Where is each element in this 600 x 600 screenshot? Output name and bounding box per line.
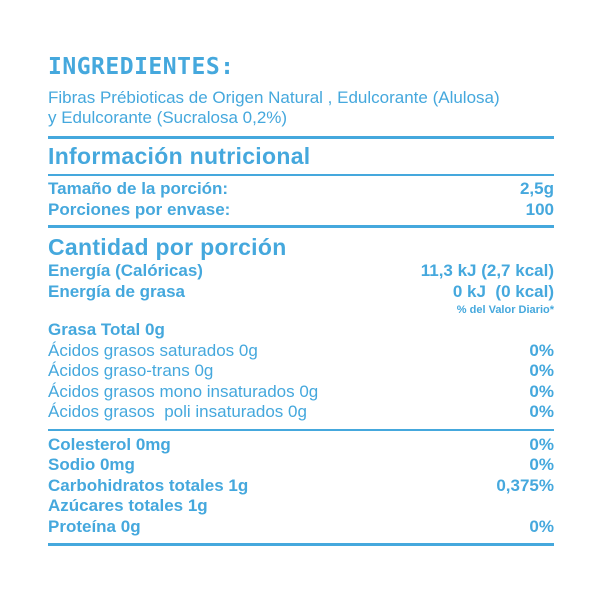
servings-per-container-value: 100: [525, 199, 554, 219]
sodium-row: [48, 455, 554, 476]
daily-value-note: % del Valor Diario*: [456, 304, 554, 316]
serving-size-label: Tamaño de la porción:: [48, 179, 229, 198]
ingredients-text: [48, 88, 554, 128]
cholesterol-label: Colesterol 0mg: [48, 434, 171, 454]
poly-fat-label: Ácidos grasos poli insaturados 0g: [48, 402, 307, 421]
nutrition-label-panel: [48, 52, 554, 546]
ingredients-title: INGREDIENTES:: [48, 54, 235, 80]
servings-per-container-row: [48, 200, 554, 221]
sodium-label: Sodio 0mg: [48, 455, 135, 474]
serving-size-row: [48, 179, 554, 200]
divider: [48, 429, 554, 431]
trans-fat-value: 0%: [529, 361, 554, 380]
trans-fat-label: Ácidos graso-trans 0g: [48, 361, 214, 380]
divider: [48, 136, 554, 139]
amount-per-serving-title: Cantidad por porción: [48, 234, 287, 260]
divider: [48, 543, 554, 546]
divider: [48, 174, 554, 176]
saturated-fat-label: Ácidos grasos saturados 0g: [48, 340, 258, 360]
cholesterol-value: 0%: [529, 434, 554, 454]
cholesterol-row: [48, 435, 554, 456]
fat-energy-row: [48, 282, 554, 303]
serving-size-value: 2,5g: [519, 179, 554, 198]
trans-fat-row: [48, 361, 554, 382]
energy-value: 11,3 kJ (2,7 kcal): [420, 261, 554, 280]
nutrition-title: Información nutricional: [48, 143, 311, 169]
protein-row: [48, 517, 554, 538]
fat-energy-value: 0 kJ (0 kcal): [452, 281, 554, 301]
ingredients-line-2: y Edulcorante (Sucralosa 0,2%): [48, 108, 288, 127]
serving-info: [48, 179, 554, 220]
protein-label: Proteína 0g: [48, 516, 141, 536]
other-nutrients: [48, 435, 554, 538]
total-fat-label: Grasa Total 0g: [48, 320, 165, 339]
saturated-fat-row: [48, 341, 554, 362]
saturated-fat-value: 0%: [529, 340, 554, 360]
energy-row: [48, 261, 554, 282]
mono-fat-label: Ácidos grasos mono insaturados 0g: [48, 381, 319, 401]
mono-fat-row: [48, 382, 554, 403]
servings-per-container-label: Porciones por envase:: [48, 199, 231, 219]
total-fat-row: [48, 320, 554, 341]
carbohydrates-value: 0,375%: [496, 475, 554, 495]
carbohydrates-row: [48, 476, 554, 497]
carbohydrates-label: Carbohidratos totales 1g: [48, 475, 249, 495]
divider: [48, 225, 554, 228]
poly-fat-row: [48, 402, 554, 423]
sugars-label: Azúcares totales 1g: [48, 496, 208, 515]
sodium-value: 0%: [529, 455, 554, 474]
fat-energy-label: Energía de grasa: [48, 281, 186, 301]
mono-fat-value: 0%: [529, 381, 554, 401]
energy-label: Energía (Calóricas): [48, 261, 203, 280]
protein-value: 0%: [529, 516, 554, 536]
ingredients-line-1: Fibras Prébioticas de Origen Natural , Edulcorante (Alulosa): [48, 88, 500, 107]
sugars-row: [48, 496, 554, 517]
poly-fat-value: 0%: [529, 402, 554, 421]
